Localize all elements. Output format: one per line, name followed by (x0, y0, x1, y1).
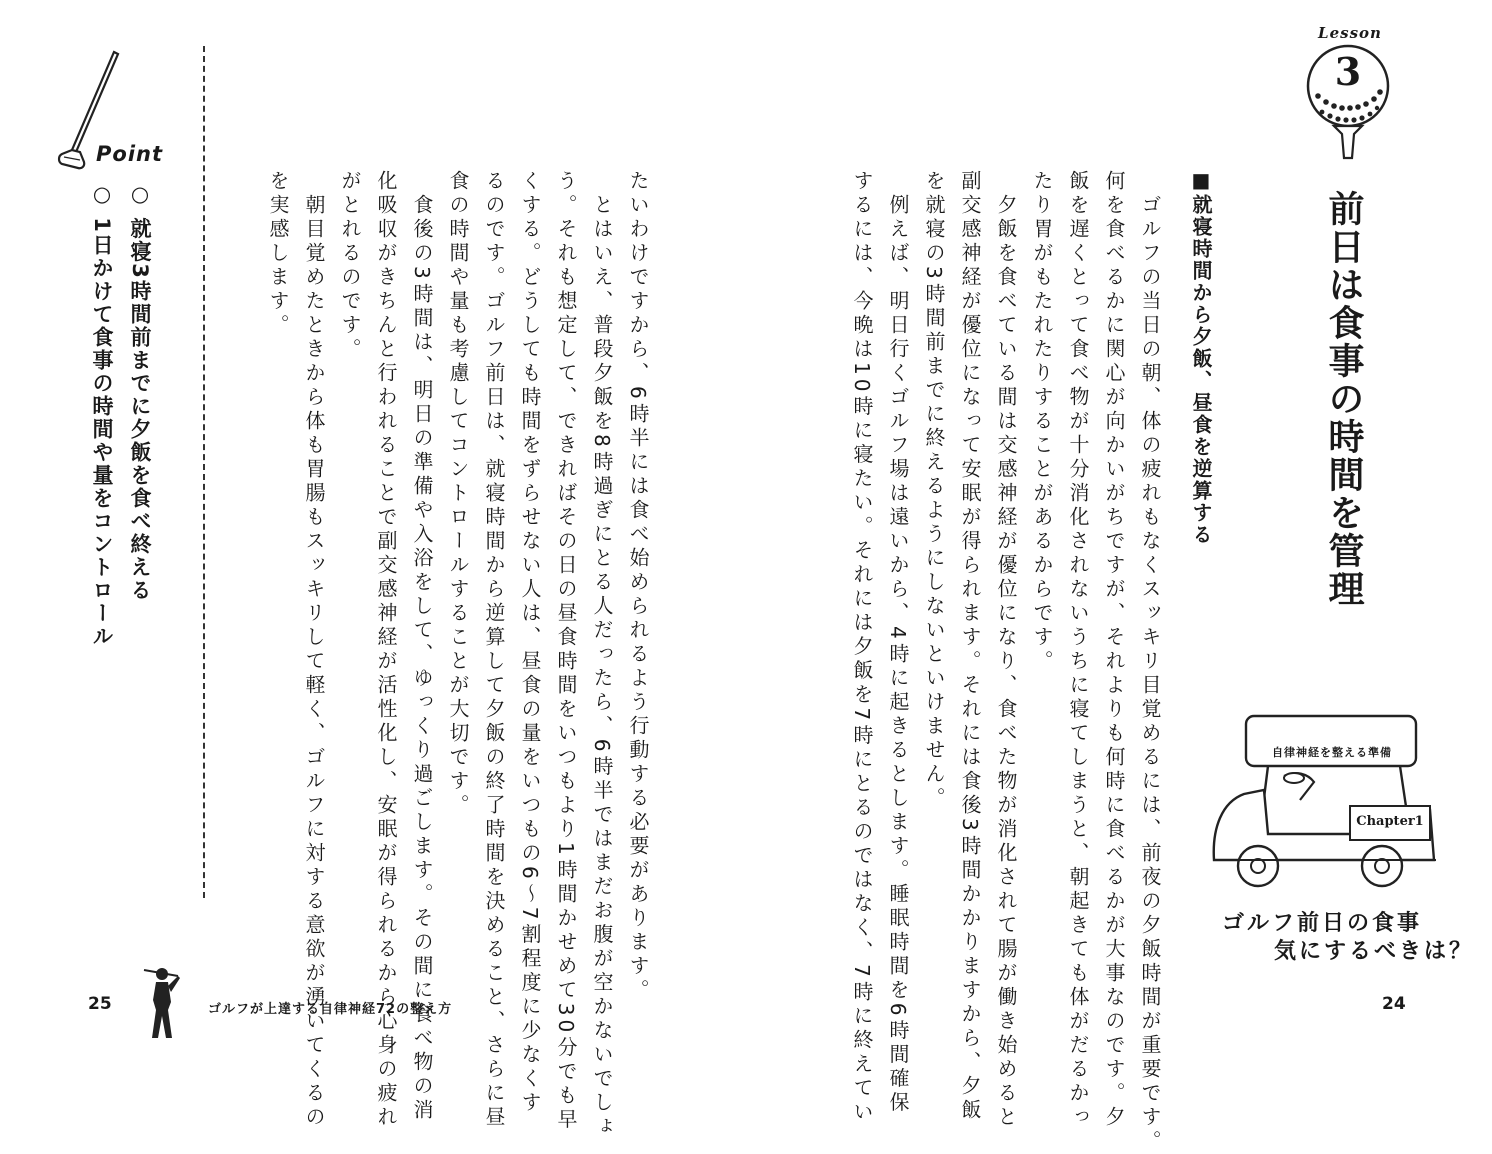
body-column: 夕飯を食べている間は交感神経が優位になり、食べた物が消化されて腸が働き始めると (994, 170, 1018, 1130)
body-column: るのです。ゴルフ前日は、就寝時間から逆算して夕飯の終了時間を決めること、さらに昼 (482, 170, 506, 1130)
body-column: 食の時間や量も考慮してコントロールすることが大切です。 (446, 170, 470, 818)
lesson-label: Lesson (1318, 24, 1382, 42)
point-item-1: ○ 就寝3時間前までに夕飯を食べ終える (128, 182, 152, 602)
lesson-badge (1300, 24, 1396, 164)
body-column: がとれるのです。 (338, 170, 362, 362)
body-column: 例えば、明日行くゴルフ場は遠いから、4時に起きるとします。睡眠時間を6時間確保 (886, 170, 910, 1116)
cart-caption-line2: 気にするべきは？ (1274, 939, 1475, 964)
body-column: 朝目覚めたときから体も胃腸もスッキリして軽く、ゴルフに対する意欲が湧いてくるの (302, 170, 326, 1130)
body-column: を就寝の3時間前までに終えるようにしないといけません。 (922, 170, 946, 811)
body-column: とはいえ、普段夕飯を8時過ぎにとる人だったら、6時半ではまだお腹が空かないでしょ (590, 170, 614, 1140)
cart-caption-line1: ゴルフ前日の食事 (1222, 911, 1423, 936)
right-page-body (850, 170, 1168, 1154)
body-column: を実感します。 (266, 170, 290, 338)
body-column: ゴルフの当日の朝、体の疲れもなくスッキリ目覚めるには、前夜の夕飯時間が重要です。 (1138, 170, 1162, 1154)
section-subheading: ■就寝時間から夕飯、昼食を逆算する (1189, 168, 1213, 546)
body-column: たり胃がもたれたりすることがあるからです。 (1030, 170, 1054, 674)
body-column: 飯を遅くとって食べ物が十分消化されないうちに寝てしまうと、朝起きても体がだるかっ (1066, 170, 1090, 1130)
body-column: 何を食べるかに関心が向かいがちですが、それよりも何時に食べるかが大事なのです。夕 (1102, 170, 1126, 1130)
cart-sign: 自律神経を整える準備 (1272, 746, 1392, 759)
body-column: くする。どうしても時間をずらせない人は、昼食の量をいつもの6〜7割程度に少なくす (518, 170, 542, 1116)
point-label: Point (96, 142, 164, 166)
golf-cart-icon (1204, 710, 1444, 900)
chapter-label: Chapter1 (1356, 814, 1424, 829)
body-column: 食後の3時間は、明日の準備や入浴をして、ゆっくり過ごします。その間に食べ物の消 (410, 170, 434, 1123)
lesson-number: 3 (1334, 49, 1362, 94)
body-column: するには、今晩は10時に寝たい。それには夕飯を7時にとるのではなく、7時に終えてい (850, 170, 874, 1125)
golf-ball-on-tee-icon (1300, 24, 1396, 164)
body-column: 化吸収がきちんと行われることで副交感神経が活性化し、安眠が得られるから心身の疲れ (374, 170, 398, 1130)
column-divider (203, 46, 205, 898)
book-title: ゴルフが上達する自律神経72の整え方 (208, 1002, 453, 1017)
left-page-number: 25 (88, 994, 112, 1014)
golf-cart-illustration (1204, 710, 1444, 900)
right-page-number: 24 (1382, 994, 1406, 1014)
golfer-silhouette-icon (138, 966, 182, 1042)
body-column: たいわけですから、6時半には食べ始められるよう行動する必要があります。 (626, 170, 650, 1003)
body-column: う。それも想定して、できればその日の昼食時間をいつもより1時間かせめて30分でも早 (554, 170, 578, 1133)
lesson-title: 前日は食事の時間を管理 (1323, 190, 1364, 608)
body-column: 副交感神経が優位になって安眠が得られます。それには食後3時間かかりますから、夕飯 (958, 170, 982, 1123)
point-item-2: ○ 1日かけて食事の時間や量をコントロール (90, 182, 114, 648)
